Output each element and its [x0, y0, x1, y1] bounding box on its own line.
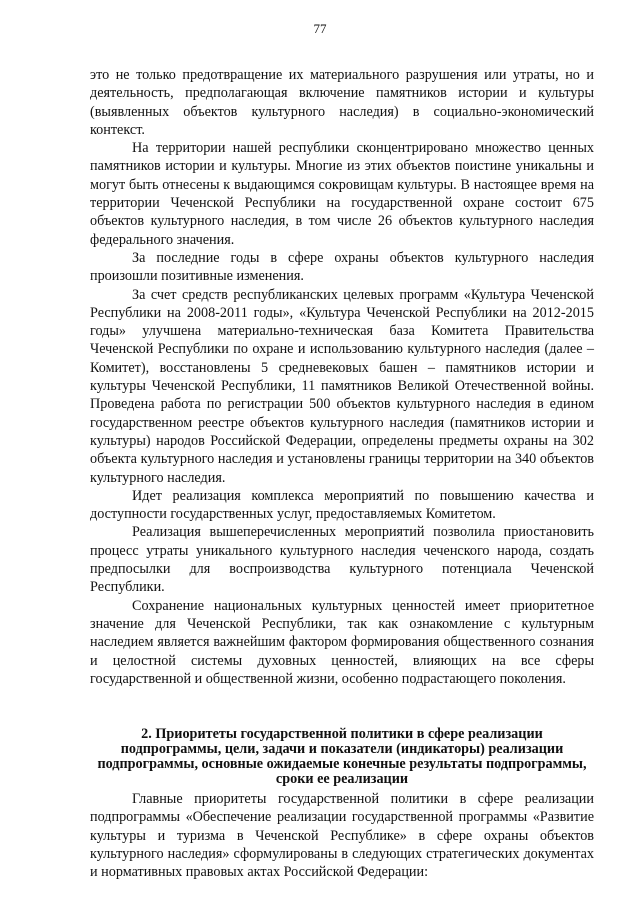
- section-heading: 2. Приоритеты государственной политики в сфере реализации подпрограммы, цели, задачи и показатели (индикаторы) реализации подпрограммы, основные ожидаемые конечные результаты подпрограммы, сроки ее реализации: [97, 726, 587, 788]
- paragraph-services: Идет реализация комплекса мероприятий по повышению качества и доступности государственных услуг, предоставляемых Комитетом.: [90, 487, 594, 523]
- paragraph-programs: За счет средств республиканских целевых программ «Культура Чеченской Республики на 2008-2011 годы», «Культура Чеченской Республики на 2012-2015 годы» улучшена материально-техническая база Комитета Правительства Чеченской Республики по охране и использованию культурного наследия (далее – Комитет), восстановлены 5 средневековых башен – памятников истории и культуры Чеченской Республики, 11 памятников Великой Отечественной войны. Проведена работа по регистрации 500 объектов культурного наследия в едином государственном реестре объектов культурного наследия (памятников истории и культуры) народов Российской Федерации, определены предметы охраны на 302 объекта культурного наследия и установлены границы территории на 340 объектов культурного наследия.: [90, 286, 594, 486]
- paragraph-positive-changes: За последние годы в сфере охраны объектов культурного наследия произошли позитивные изменения.: [90, 249, 594, 285]
- paragraph-results: Реализация вышеперечисленных мероприятий позволила приостановить процесс утраты уникального культурного наследия чеченского народа, создать предпосылки для воспроизводства культурного потенциала Чеченской Республики.: [90, 524, 594, 596]
- paragraph-priorities: Главные приоритеты государственной политики в сфере реализации подпрограммы «Обеспечение реализации государственной программы «Развитие культуры и туризма в Чеченской Республике» в сфере охраны объектов культурного наследия» сформулированы в следующих стратегических документах и нормативных правовых актах Российской Федерации:: [90, 791, 594, 881]
- paragraph-monuments: На территории нашей республики сконцентрировано множество ценных памятников истории и культуры. Многие из этих объектов поистине уникальны и могут быть отнесены к выдающимся сокровищам культуры. В настоящее время на территории Чеченской Республики на государственной охране состоит 675 объектов культурного наследия, в том числе 26 объектов культурного наследия федерального значения.: [90, 140, 594, 248]
- paragraph-continuation: это не только предотвращение их материального разрушения или утраты, но и деятельность, предполагающая включение памятников истории и культуры (выявленных объектов культурного наследия) в социально-экономический контекст.: [90, 67, 594, 138]
- page-number: 77: [313, 21, 327, 36]
- paragraph-values: Сохранение национальных культурных ценностей имеет приоритетное значение для Чеченской Республики, так как ознакомление с культурным наследием является важнейшим фактором формирования общественного сознания и целостной системы духовных ценностей, влияющих на все сферы государственной и общественной жизни, особенно подрастающего поколения.: [90, 597, 594, 687]
- document-body: [90, 66, 594, 882]
